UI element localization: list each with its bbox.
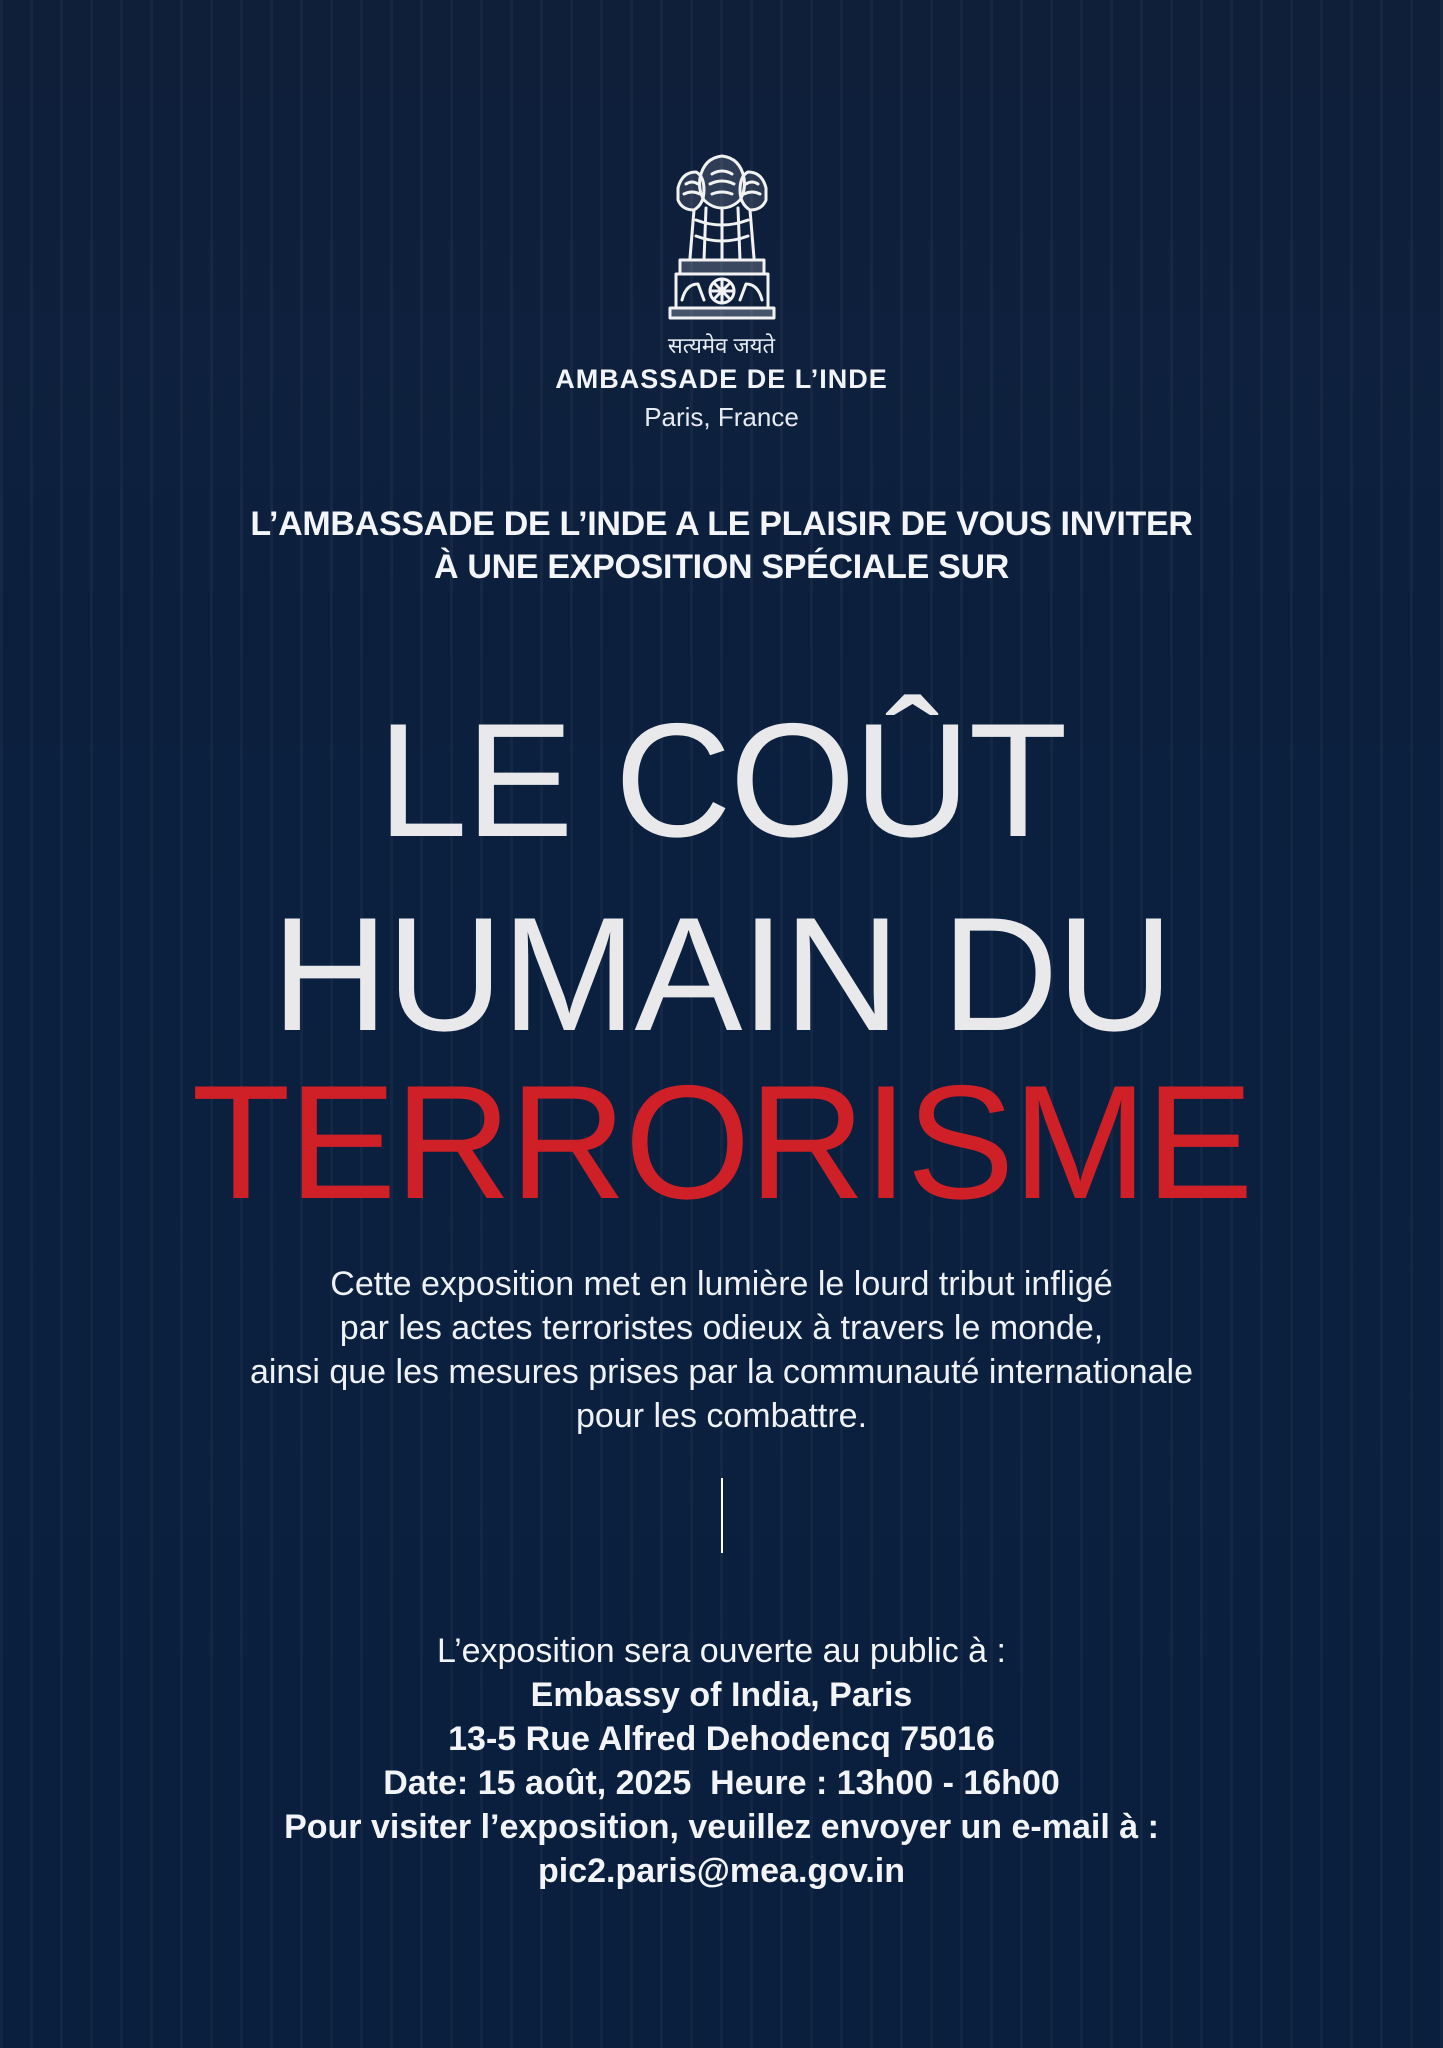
national-emblem-icon: [660, 150, 784, 330]
details-visit: Pour visiter l’exposition, veuillez envoyer un e-mail à :: [284, 1808, 1159, 1846]
emblem-motto: सत्यमेव जयते: [667, 333, 776, 358]
title-line-1: LE COÛT: [377, 690, 1066, 871]
description-line-3: ainsi que les mesures prises par la communauté internationale: [249, 1353, 1194, 1391]
details-address: 13-5 Rue Alfred Dehodencq 75016: [448, 1720, 995, 1758]
description-line-1: Cette exposition met en lumière le lourd tribut infligé: [330, 1265, 1113, 1303]
details-intro: L’exposition sera ouverte au public à :: [437, 1632, 1006, 1670]
details-email[interactable]: pic2.paris@mea.gov.in: [538, 1852, 905, 1890]
description-line-4: pour les combattre.: [575, 1397, 868, 1435]
embassy-city: Paris, France: [644, 402, 799, 432]
details-venue: Embassy of India, Paris: [530, 1676, 913, 1714]
vertical-divider: [721, 1478, 723, 1553]
description-line-2: par les actes terroristes odieux à travers le monde,: [339, 1309, 1104, 1347]
invitation-line-1: L’AMBASSADE DE L’INDE A LE PLAISIR DE VOUS INVITER: [250, 505, 1193, 543]
details-datetime: Date: 15 août, 2025 Heure : 13h00 - 16h00: [383, 1764, 1060, 1802]
title-line-2: HUMAIN DU: [271, 884, 1172, 1065]
title-line-3: TERRORISME: [191, 1052, 1252, 1233]
embassy-name: AMBASSADE DE L’INDE: [555, 364, 888, 394]
invitation-line-2: À UNE EXPOSITION SPÉCIALE SUR: [433, 548, 1010, 586]
